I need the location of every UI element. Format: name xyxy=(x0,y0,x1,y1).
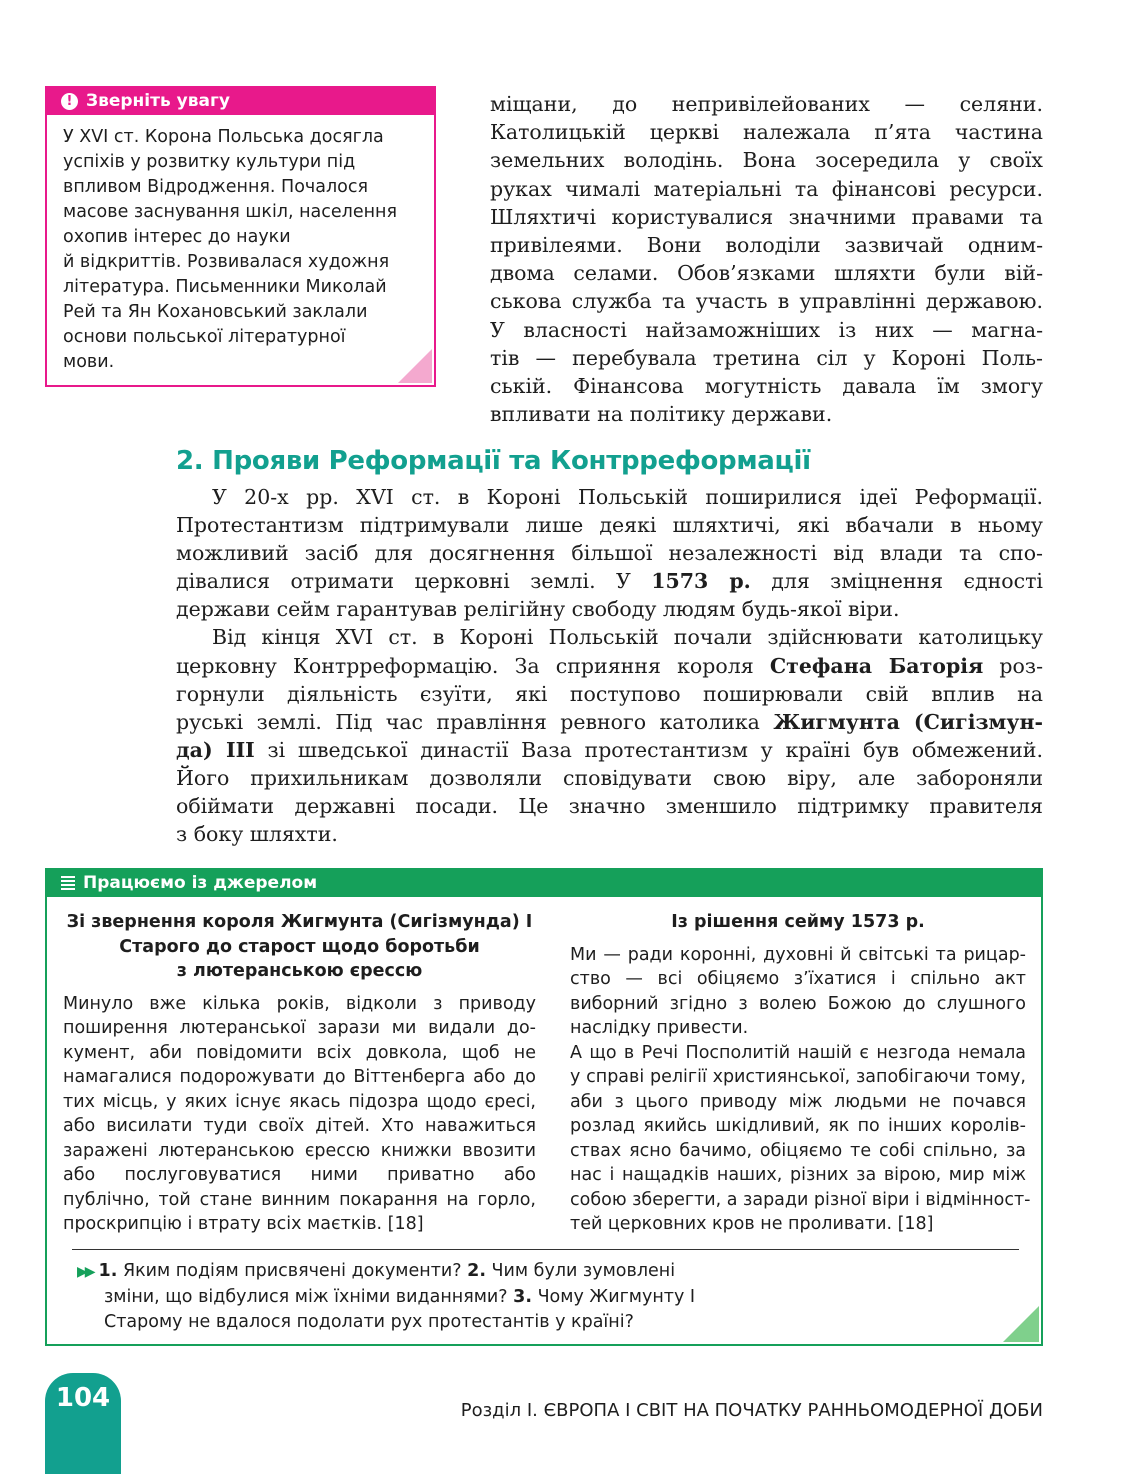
text-span: для зміцнення єдності xyxy=(750,569,1043,594)
attention-box xyxy=(45,86,436,387)
text-line: Католицькій церкві належала п’ята частина xyxy=(490,120,1043,145)
attention-title: Зверніть увагу xyxy=(86,91,230,111)
bold-name: да) ІІІ xyxy=(176,737,255,762)
source-header xyxy=(47,870,1041,897)
question-line xyxy=(77,1285,777,1310)
text-span: зі шведської династії Ваза протестантизм у країні був обмежений. xyxy=(254,737,1043,762)
source-line: виборний згідно з волею Божою до слушного xyxy=(570,993,1026,1014)
source-line: у справі релігії християнської, запобігаючи тому, xyxy=(570,1067,1026,1087)
source-line: поширення лютеранської зарази ми видали до- xyxy=(63,1018,536,1038)
text-line: міщани, до непривілейованих — селяни. xyxy=(490,92,1043,116)
source-right-column xyxy=(570,910,1031,1237)
text-line: У власності найзаможніших із них — магна- xyxy=(490,317,1043,342)
source-line: ствах ясно бачимо, обіцяємо те собі спільно, за xyxy=(570,1140,1026,1161)
question-line: Старому не вдалося подолати рух протестантів у країні? xyxy=(104,1312,634,1332)
question-number: 2. xyxy=(467,1261,486,1281)
text-line: руках чималі матеріальні та фінансові ресурси. xyxy=(490,176,1043,201)
source-right-title: Із рішення сейму 1573 р. xyxy=(671,912,925,932)
text-line: держави сейм гарантував релігійну свободу людям будь-якої віри. xyxy=(176,597,900,622)
text-line: тів — перебувала третина сіл у Короні Поль- xyxy=(490,345,1043,370)
right-column-paragraph xyxy=(490,90,1043,428)
source-line: розлад якийсь шкідливий, як по інших королів- xyxy=(570,1116,1026,1136)
text-line: привілеями. Вони володіли зазвичай одним- xyxy=(490,232,1043,257)
source-line: тей церковних кров не проливати. [18] xyxy=(570,1214,934,1234)
attention-line: У XVI ст. Корона Польська досягла xyxy=(63,127,384,147)
source-box xyxy=(45,868,1043,1346)
question-number: 3. xyxy=(513,1287,532,1307)
attention-line: мови. xyxy=(63,352,115,372)
source-line: ство — всі обіцяємо з’їхатися і спільно акт xyxy=(570,969,1026,989)
questions-block xyxy=(77,1259,777,1335)
attention-line: основи польської літературної xyxy=(63,327,346,347)
source-line: Минуло вже кілька років, відколи з приводу xyxy=(63,993,536,1014)
title-line: Старого до старост щодо боротьби xyxy=(119,936,480,957)
text-line: двома селами. Обов’язками шляхти були вій- xyxy=(490,261,1043,286)
running-head: Розділ І. ЄВРОПА І СВІТ НА ПОЧАТКУ РАННЬОМОДЕРНОЇ ДОБИ xyxy=(460,1400,1043,1421)
question-text: Яким подіям присвячені документи? xyxy=(117,1261,468,1281)
text-line: Шляхтичі користувалися значними правами та xyxy=(490,204,1043,229)
double-arrow-icon: ▶▶ xyxy=(77,1264,93,1280)
source-line: кумент, аби повідомити всіх довкола, щоб не xyxy=(63,1042,536,1063)
corner-fold-decoration xyxy=(1003,1306,1039,1342)
text-line: впливати на політику держави. xyxy=(490,402,833,427)
attention-line: охопив інтерес до науки xyxy=(63,227,291,247)
text-line xyxy=(176,652,1043,680)
attention-line: успіхів у розвитку культури під xyxy=(63,152,356,172)
source-line: аби з цього приводу між людьми не почався xyxy=(570,1091,1026,1112)
attention-line: й відкриттів. Розвивалася художня xyxy=(63,252,390,272)
question-number: 1. xyxy=(98,1261,118,1281)
document-icon xyxy=(61,876,75,892)
source-line: намагалися подорожувати до Віттенберга або до xyxy=(63,1067,536,1087)
title-line: з лютеранською єрессю xyxy=(176,961,423,981)
source-line: публічно, той стане винним покарання на горло, xyxy=(63,1189,536,1210)
source-line: або послуговуватися ними приватно або xyxy=(63,1165,536,1185)
source-line: проскрипцію і втрату всіх маєтків. [18] xyxy=(63,1214,424,1234)
text-line: ськова служба та участь в управлінні державою. xyxy=(490,289,1043,314)
bold-date: 1573 р. xyxy=(651,569,751,594)
source-line: А що в Речі Посполитій нашій є незгода немала xyxy=(570,1042,1026,1063)
section-heading: 2. Прояви Реформації та Контрреформації xyxy=(176,446,811,476)
text-span: руські землі. Під час правління ревного католика xyxy=(176,709,774,734)
bold-name: Стефана Баторія xyxy=(769,653,984,678)
attention-line: література. Письменники Миколай xyxy=(63,277,387,297)
source-line: заражені лютеранською єрессю книжки ввозити xyxy=(63,1140,536,1161)
bold-name: Жигмунта (Сигізмун- xyxy=(773,709,1044,734)
question-text: зміни, що відбулися між їхніми виданнями? xyxy=(104,1287,514,1307)
attention-line: масове заснування шкіл, населення xyxy=(63,202,398,222)
page-number: 104 xyxy=(55,1383,111,1413)
section-body xyxy=(176,483,1043,848)
text-line xyxy=(176,708,1043,736)
text-line: з боку шляхти. xyxy=(176,822,338,847)
text-span: дівалися отримати церковні землі. У xyxy=(176,569,652,594)
title-line: Зі звернення короля Жигмунта (Сигізмунда) І xyxy=(66,912,533,932)
page-number-tab xyxy=(45,1373,121,1474)
question-text: Чим були зумовлені xyxy=(485,1261,676,1281)
text-line: Протестантизм підтримували лише деякі шляхтичі, які вбачали в ньому xyxy=(176,513,1043,538)
exclamation-icon: ! xyxy=(61,93,78,110)
source-title: Працюємо із джерелом xyxy=(83,873,318,893)
text-line xyxy=(176,736,1043,764)
source-line: тих місць, у яких існує якась підозра щодо єресі, xyxy=(63,1091,536,1112)
text-line: ській. Фінансова могутність давала їм змогу xyxy=(490,373,1043,398)
source-line: або висилати туди своїх дітей. Хто наважиться xyxy=(63,1116,536,1136)
source-line: собою зберегти, а заради різної віри і відмінност- xyxy=(570,1189,1031,1210)
text-line: обіймати державні посади. Це значно зменшило підтримку правителя xyxy=(176,794,1043,819)
source-line: нас і нащадків наших, різних за вірою, мир між xyxy=(570,1165,1026,1185)
question-line xyxy=(77,1259,777,1285)
question-text: Чому Жигмунту І xyxy=(532,1287,696,1307)
text-line: можливий засіб для досягнення більшої незалежності від влади та спо- xyxy=(176,541,1043,566)
source-left-title xyxy=(63,910,536,984)
text-line xyxy=(176,567,1043,595)
source-left-column xyxy=(63,910,536,1237)
text-line: горнули діяльність єзуїти, які поступово поширювали свій вплив на xyxy=(176,681,1043,706)
text-span: церковну Контрреформацію. За сприяння короля xyxy=(176,653,770,678)
attention-header xyxy=(47,88,434,115)
questions-divider xyxy=(72,1249,1019,1250)
source-line: наслідку привести. xyxy=(570,1018,749,1038)
attention-line: впливом Відродження. Почалося xyxy=(63,177,369,197)
text-line: Його прихильникам дозволяли сповідувати свою віру, але забороняли xyxy=(176,765,1043,790)
text-line: У 20-х рр. XVI ст. в Короні Польській поширилися ідеї Реформації. xyxy=(212,485,1043,509)
text-line: Від кінця XVI ст. в Короні Польській почали здійснювати католицьку xyxy=(212,625,1043,650)
source-line: Ми — ради коронні, духовні й світські та рицар- xyxy=(570,944,1026,965)
text-span: роз- xyxy=(983,653,1043,678)
attention-body xyxy=(47,115,434,375)
corner-fold-decoration xyxy=(398,349,432,383)
attention-line: Рей та Ян Кохановський заклали xyxy=(63,302,368,322)
text-line: земельних володінь. Вона зосередила у своїх xyxy=(490,148,1043,173)
